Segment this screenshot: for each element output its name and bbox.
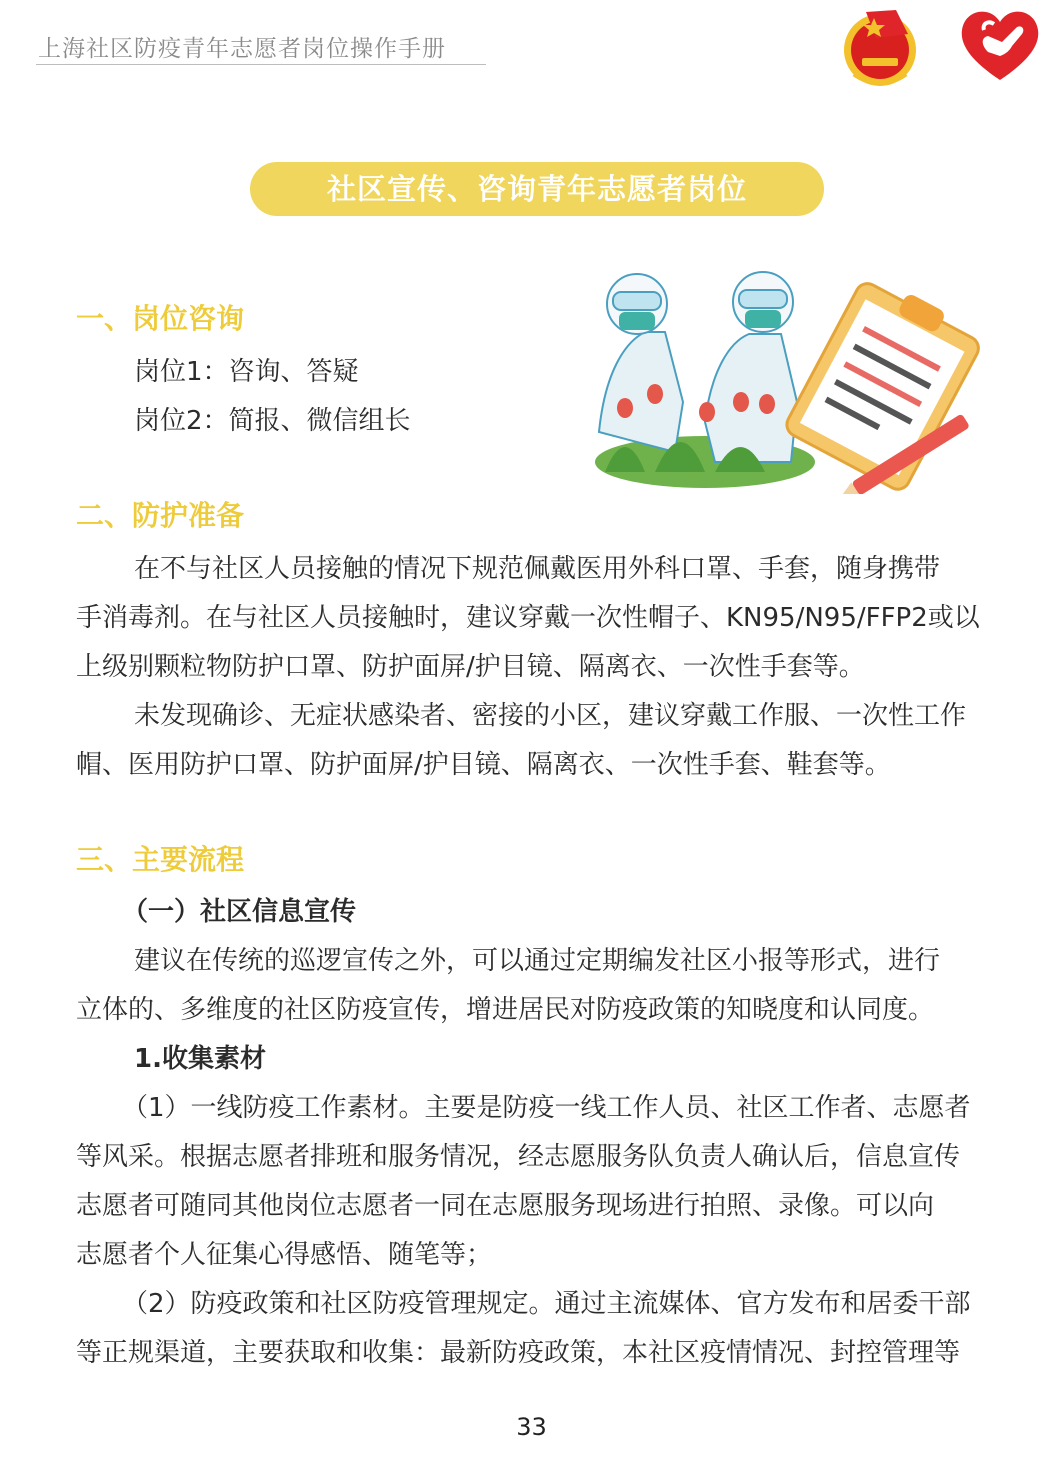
section3-para-line-1: （1）一线防疫工作素材。主要是防疫一线工作人员、社区工作者、志愿者 [122, 1093, 971, 1123]
volunteer-heart-icon [958, 8, 1042, 84]
section3-para-line-4: 志愿者个人征集心得感悟、随笔等； [76, 1240, 493, 1270]
section3-para-line-5: （2）防疫政策和社区防疫管理规定。通过主流媒体、官方发布和居委干部 [122, 1289, 971, 1319]
section2-line-4: 未发现确诊、无症状感染者、密接的小区，建议穿戴工作服、一次性工作 [134, 701, 967, 731]
section3-para-line-3: 志愿者可随同其他岗位志愿者一同在志愿服务现场进行拍照、录像。可以向 [76, 1191, 935, 1221]
section2-line-2: 手消毒剂。在与社区人员接触时，建议穿戴一次性帽子、KN95/N95/FFP2或以 [76, 603, 980, 633]
section3-para-line-6: 等正规渠道，主要获取和收集：最新防疫政策，本社区疫情情况、封控管理等 [76, 1338, 961, 1368]
section1-item-2: 岗位2：简报、微信组长 [134, 406, 411, 436]
section3-line-2: 立体的、多维度的社区防疫宣传，增进居民对防疫政策的知晓度和认同度。 [76, 995, 935, 1025]
section2-line-1: 在不与社区人员接触的情况下规范佩戴医用外科口罩、手套，随身携带 [134, 554, 941, 584]
section1-heading: 一、岗位咨询 [76, 302, 245, 335]
section3-para-line-2: 等风采。根据志愿者排班和服务情况，经志愿服务队负责人确认后，信息宣传 [76, 1142, 961, 1172]
section-banner: 社区宣传、咨询青年志愿者岗位 [250, 162, 824, 216]
section3-sub2: 1.收集素材 [134, 1044, 266, 1074]
section3-sub1: （一）社区信息宣传 [122, 897, 357, 927]
section2-heading: 二、防护准备 [76, 499, 245, 532]
page-number: 33 [516, 1413, 547, 1441]
youth-league-emblem-icon [836, 4, 924, 90]
header-rule [36, 64, 486, 65]
section3-line-1: 建议在传统的巡逻宣传之外，可以通过定期编发社区小报等形式，进行 [134, 946, 941, 976]
section2-line-5: 帽、医用防护口罩、防护面屏/护目镜、隔离衣、一次性手套、鞋套等。 [76, 750, 891, 780]
section1-item-1: 岗位1：咨询、答疑 [134, 357, 359, 387]
section2-line-3: 上级别颗粒物防护口罩、防护面屏/护目镜、隔离衣、一次性手套等。 [76, 652, 865, 682]
section3-heading: 三、主要流程 [76, 843, 245, 876]
header-title: 上海社区防疫青年志愿者岗位操作手册 [38, 36, 446, 62]
